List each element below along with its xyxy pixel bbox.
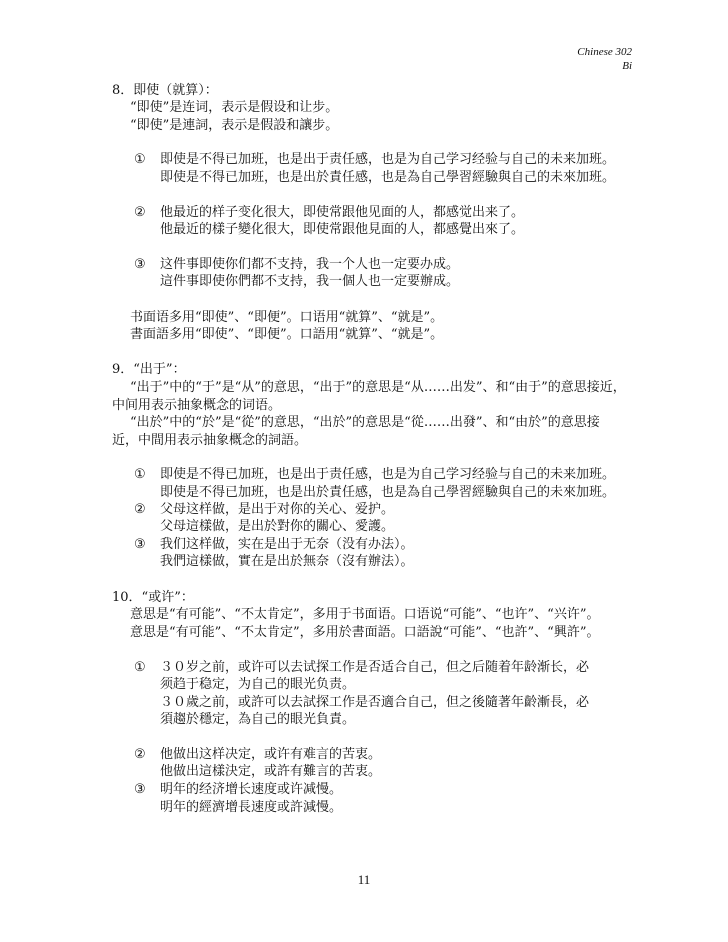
- example-traditional: 明年的經濟增長速度或許減慢。: [160, 800, 343, 815]
- section-10-intro-simplified: 意思是“有可能”、“不太肯定”，多用于书面语。口语说“可能”、“也许”、“兴许”。: [130, 607, 600, 622]
- example-traditional: 父母這樣做，是出於對你的關心、愛護。: [160, 519, 395, 534]
- section-9-intro-line: 中间用表示抽象概念的词语。: [112, 398, 282, 413]
- example-marker: ①: [134, 660, 146, 675]
- example-marker: ②: [134, 502, 146, 517]
- section-9-intro-line: 近，中間用表示抽象概念的詞語。: [112, 433, 308, 448]
- example-simplified: 父母这样做，是出于对你的关心、爱护。: [160, 502, 395, 517]
- header-author: Bi: [622, 60, 632, 72]
- example-marker: ①: [134, 152, 146, 167]
- section-8-title: 8．即使（就算）：: [112, 83, 218, 98]
- example-line: 須趨於穩定，為自己的眼光負責。: [160, 712, 356, 727]
- example-line: ３０岁之前，或许可以去试探工作是否适合自己，但之后随着年龄渐长，必: [160, 660, 590, 675]
- example-simplified: 我们这样做，实在是出于无奈（没有办法）。: [160, 537, 414, 552]
- section-8-note-traditional: 書面語多用“即使”、“即便”。口語用“就算”、“就是”。: [130, 327, 444, 342]
- example-simplified: 他最近的样子变化很大，即使常跟他见面的人，都感觉出来了。: [160, 205, 525, 220]
- example-traditional: 他做出這樣決定，或許有難言的苦衷。: [160, 764, 382, 779]
- header-course: Chinese 302: [577, 46, 632, 58]
- section-9-intro-line: “出於”中的“於”是“從”的意思，“出於”的意思是“從……出發”、和“由於”的意思接: [130, 415, 600, 430]
- page-number: 11: [357, 872, 371, 887]
- example-traditional: 我們這樣做，實在是出於無奈（沒有辦法）。: [160, 554, 414, 569]
- example-traditional: 即使是不得已加班，也是出於責任感，也是為自己學習經驗與自己的未來加班。: [160, 485, 616, 500]
- example-marker: ①: [134, 467, 146, 482]
- example-marker: ③: [134, 257, 146, 272]
- example-simplified: 他做出这样决定，或许有难言的苦衷。: [160, 747, 382, 762]
- example-marker: ③: [134, 782, 146, 797]
- example-simplified: 即使是不得已加班，也是出于责任感，也是为自己学习经验与自己的未来加班。: [160, 152, 616, 167]
- example-simplified: 即使是不得已加班，也是出于责任感，也是为自己学习经验与自己的未来加班。: [160, 467, 616, 482]
- example-traditional: 他最近的樣子變化很大，即使常跟他見面的人，都感覺出來了。: [160, 222, 525, 237]
- section-9-title: 9．“出于”：: [112, 362, 186, 377]
- example-marker: ②: [134, 747, 146, 762]
- section-10-intro-traditional: 意思是“有可能”、“不太肯定”，多用於書面語。口語說“可能”、“也許”、“興許”。: [130, 625, 600, 640]
- example-traditional: 這件事即使你們都不支持，我一個人也一定要辦成。: [160, 274, 460, 289]
- example-traditional: 即使是不得已加班，也是出於責任感，也是為自己學習經驗與自己的未來加班。: [160, 170, 616, 185]
- example-simplified: 明年的经济增长速度或许减慢。: [160, 782, 343, 797]
- example-marker: ③: [134, 537, 146, 552]
- section-8-note-simplified: 书面语多用“即使”、“即便”。口语用“就算”、“就是”。: [130, 310, 444, 325]
- section-10-title: 10．“或许”：: [112, 590, 194, 605]
- section-8-intro-simplified: “即使”是连词，表示是假设和让步。: [130, 100, 339, 115]
- example-simplified: 这件事即使你们都不支持，我一个人也一定要办成。: [160, 257, 460, 272]
- example-line: ３０歲之前，或許可以去試探工作是否適合自己，但之後隨著年齡漸長，必: [160, 695, 590, 710]
- example-line: 须趋于稳定，为自己的眼光负责。: [160, 677, 356, 692]
- section-9-intro-line: “出于”中的“于”是“从”的意思，“出于”的意思是“从……出发”、和“由于”的意思接近，: [130, 380, 626, 395]
- example-marker: ②: [134, 205, 146, 220]
- section-8-intro-traditional: “即使”是連詞，表示是假設和讓步。: [130, 118, 339, 133]
